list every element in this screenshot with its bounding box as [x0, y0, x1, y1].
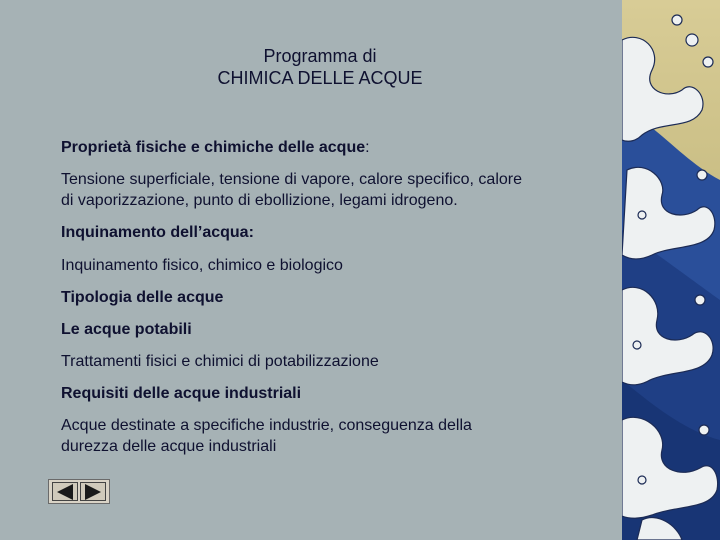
section-heading-industrial: Requisiti delle acque industriali [61, 385, 302, 402]
navigation-controls [48, 479, 110, 504]
paragraph-industrial: Acque destinate a specifiche industrie, conseguenza della durezza delle acque industriali [61, 417, 472, 455]
paragraph-properties: Tensione superficiale, tensione di vapore, calore specifico, calore di vaporizzazione, punto di ebollizione, legami idrogeno. [61, 171, 522, 209]
slide-body [61, 137, 522, 457]
paragraph-pollution: Inquinamento fisico, chimico e biologico [61, 257, 343, 274]
next-slide-button[interactable] [80, 482, 106, 501]
section-heading-drinking-water: Le acque potabili [61, 321, 192, 338]
paragraph-treatments: Trattamenti fisici e chimici di potabilizzazione [61, 353, 379, 370]
section-heading-properties [61, 137, 522, 158]
previous-slide-button[interactable] [52, 482, 78, 501]
section-heading-pollution: Inquinamento dell’acqua: [61, 224, 254, 241]
wave-artwork-icon [622, 0, 720, 540]
section-heading-water-types: Tipologia delle acque [61, 289, 224, 306]
title-line-2: CHIMICA DELLE ACQUE [217, 68, 423, 88]
heading-text: Proprietà fisiche e chimiche delle acque [61, 139, 366, 156]
slide-title [60, 45, 580, 89]
triangle-left-icon [57, 484, 73, 500]
heading-colon: : [365, 139, 370, 156]
triangle-right-icon [85, 484, 101, 500]
title-line-1: Programma di [263, 46, 377, 66]
